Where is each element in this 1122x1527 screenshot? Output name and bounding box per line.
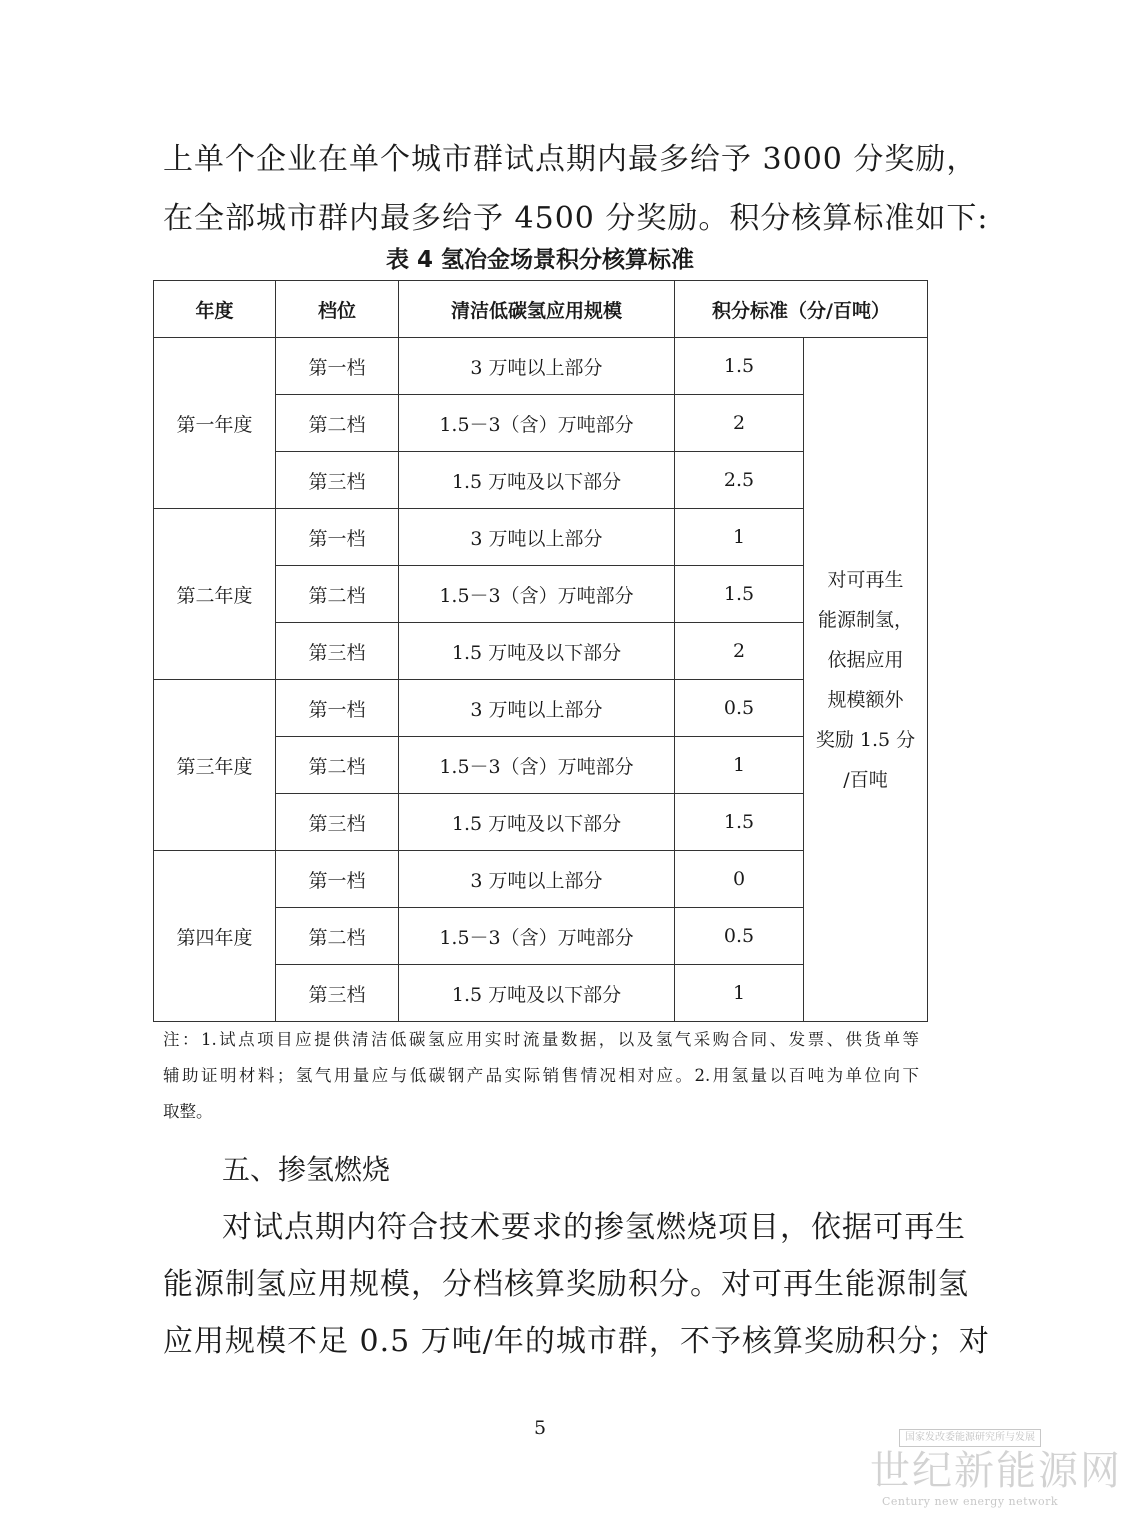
scale-cell: 1.5－3（含）万吨部分 — [399, 395, 675, 452]
header-scale: 清洁低碳氢应用规模 — [399, 281, 675, 338]
score-cell: 0 — [675, 851, 804, 908]
score-cell: 1 — [675, 509, 804, 566]
score-cell: 1.5 — [675, 794, 804, 851]
scale-cell: 1.5 万吨及以下部分 — [399, 794, 675, 851]
year-label: 第四年度 — [154, 851, 276, 1022]
score-cell: 2 — [675, 395, 804, 452]
tier-cell: 第二档 — [276, 908, 399, 965]
scale-cell: 1.5 万吨及以下部分 — [399, 623, 675, 680]
tier-cell: 第三档 — [276, 452, 399, 509]
footnote-line-1: 注：1.试点项目应提供清洁低碳氢应用实时流量数据，以及氢气采购合同、发票、供货单等 — [163, 1030, 919, 1049]
score-cell: 0.5 — [675, 908, 804, 965]
scale-cell: 3 万吨以上部分 — [399, 680, 675, 737]
section-line-1: 对试点期内符合技术要求的掺氢燃烧项目，依据可再生 — [222, 1210, 966, 1245]
tier-cell: 第二档 — [276, 566, 399, 623]
page-number: 5 — [533, 1417, 547, 1439]
tier-cell: 第一档 — [276, 851, 399, 908]
watermark-logo-text: 世纪新能源网 — [870, 1448, 1122, 1494]
watermark-top: 国家发改委能源研究所与发展 — [899, 1429, 1041, 1447]
header-year: 年度 — [154, 281, 276, 338]
score-cell: 2.5 — [675, 452, 804, 509]
scale-cell: 3 万吨以上部分 — [399, 851, 675, 908]
bonus-line: 对可再生 — [827, 568, 904, 591]
bonus-line: /百吨 — [843, 768, 888, 791]
scale-cell: 1.5－3（含）万吨部分 — [399, 908, 675, 965]
tier-cell: 第三档 — [276, 794, 399, 851]
scale-cell: 1.5 万吨及以下部分 — [399, 965, 675, 1022]
tier-cell: 第二档 — [276, 737, 399, 794]
footnote-line-3: 取整。 — [163, 1102, 213, 1121]
tier-cell: 第一档 — [276, 509, 399, 566]
score-cell: 1 — [675, 737, 804, 794]
year-label: 第二年度 — [154, 509, 276, 680]
table-title: 表 4 氢冶金场景积分核算标准 — [385, 247, 695, 273]
section-heading: 五、掺氢燃烧 — [222, 1153, 391, 1186]
tier-cell: 第一档 — [276, 338, 399, 395]
bonus-line: 奖励 1.5 分 — [815, 728, 916, 751]
scale-cell: 1.5－3（含）万吨部分 — [399, 737, 675, 794]
tier-cell: 第二档 — [276, 395, 399, 452]
score-cell: 2 — [675, 623, 804, 680]
renewable-bonus-note — [804, 338, 928, 1022]
section-line-2: 能源制氢应用规模，分档核算奖励积分。对可再生能源制氢 — [163, 1267, 969, 1302]
scale-cell: 1.5 万吨及以下部分 — [399, 452, 675, 509]
score-cell: 1.5 — [675, 338, 804, 395]
tier-cell: 第一档 — [276, 680, 399, 737]
table-header-row — [154, 281, 928, 338]
site-watermark — [870, 1429, 1122, 1521]
bonus-line: 规模额外 — [827, 688, 904, 711]
tier-cell: 第三档 — [276, 965, 399, 1022]
score-cell: 0.5 — [675, 680, 804, 737]
tier-cell: 第三档 — [276, 623, 399, 680]
bonus-line: 能源制氢， — [818, 608, 914, 631]
watermark-subtitle: Century new energy network — [881, 1495, 1059, 1508]
year-label: 第一年度 — [154, 338, 276, 509]
intro-line-2: 在全部城市群内最多给予 4500 分奖励。积分核算标准如下: — [163, 201, 989, 236]
scoring-table — [153, 280, 928, 1022]
score-cell: 1 — [675, 965, 804, 1022]
scale-cell: 3 万吨以上部分 — [399, 509, 675, 566]
table-row — [154, 338, 928, 395]
score-cell: 1.5 — [675, 566, 804, 623]
scale-cell: 1.5－3（含）万吨部分 — [399, 566, 675, 623]
bonus-line: 依据应用 — [827, 648, 904, 671]
scale-cell: 3 万吨以上部分 — [399, 338, 675, 395]
header-score: 积分标准（分/百吨） — [675, 281, 928, 338]
section-line-3: 应用规模不足 0.5 万吨/年的城市群，不予核算奖励积分；对 — [163, 1324, 990, 1359]
footnote-line-2: 辅助证明材料；氢气用量应与低碳钢产品实际销售情况相对应。2.用氢量以百吨为单位向下 — [163, 1066, 919, 1085]
header-tier: 档位 — [276, 281, 399, 338]
intro-line-1: 上单个企业在单个城市群试点期内最多给予 3000 分奖励， — [163, 142, 978, 177]
table-footnote — [163, 1022, 919, 1130]
year-label: 第三年度 — [154, 680, 276, 851]
